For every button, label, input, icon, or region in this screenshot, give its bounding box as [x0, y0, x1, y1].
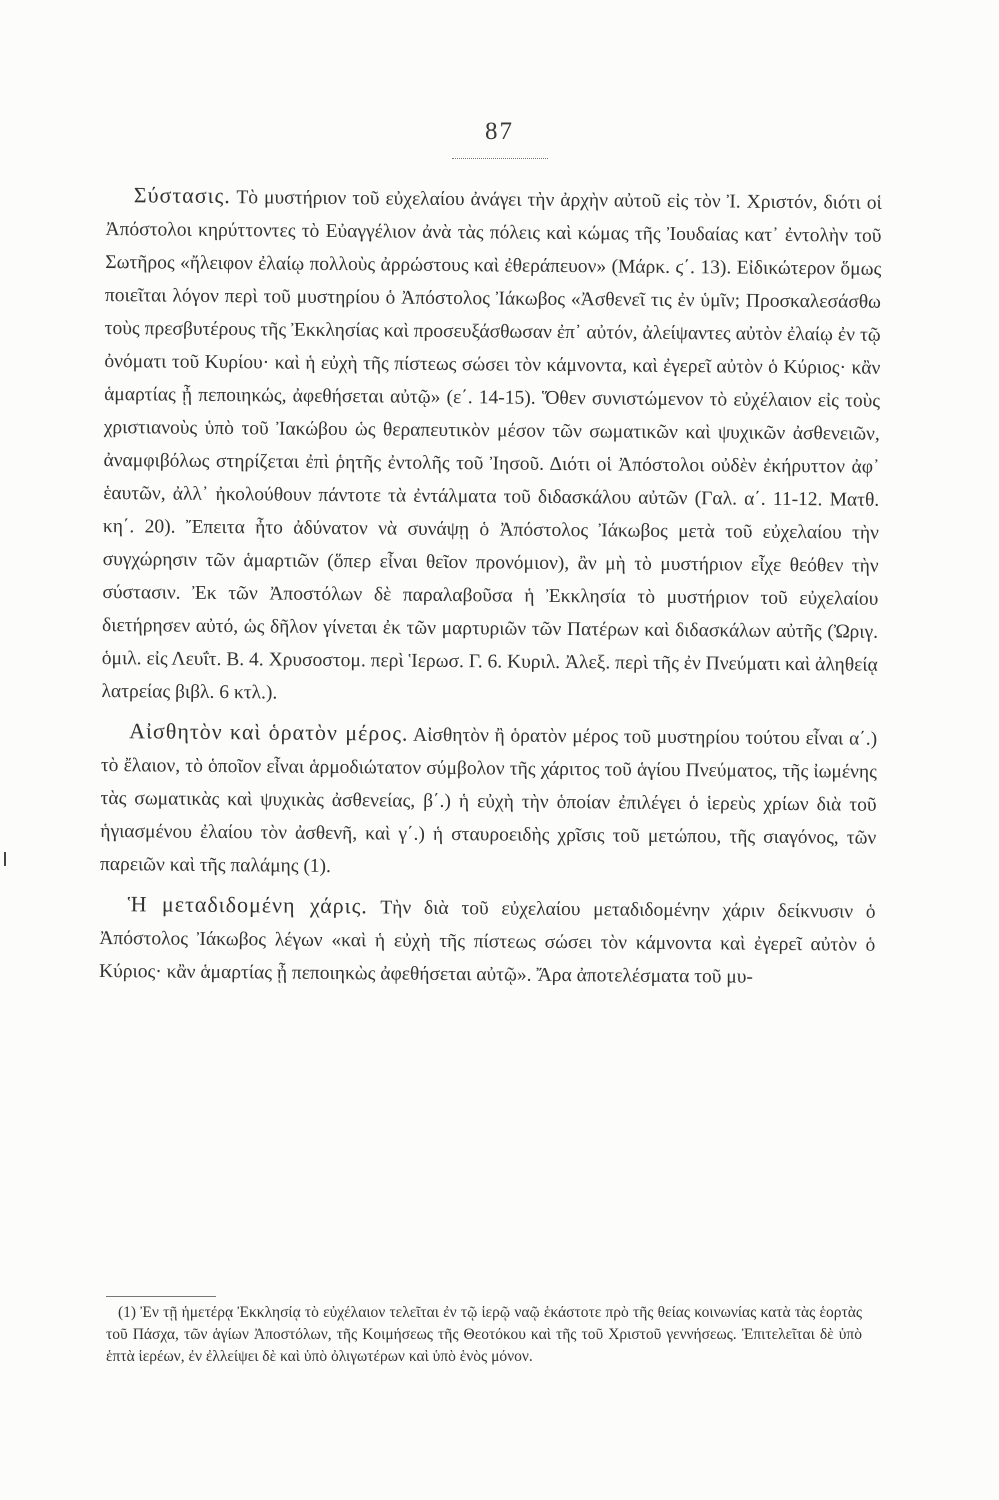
paragraph-aisthiton-meros [100, 714, 877, 888]
paragraph-metadidomeni-charis [99, 887, 876, 995]
main-text [99, 178, 882, 995]
paragraph-systasis [101, 178, 882, 715]
footnotes [106, 1302, 862, 1368]
section-heading: Ἡ μεταδιδομένη χάρις. [127, 891, 368, 919]
footnote-rule [106, 1296, 216, 1297]
footnote: (1) Ἐν τῇ ἡμετέρᾳ Ἐκκλησίᾳ τὸ εὐχέλαιον τελεῖται ἐν τῷ ἱερῷ ναῷ ἑκάστοτε πρὸ τῆς θείας κοινωνίας κατὰ τὰς ἑορτὰς τοῦ Πάσχα, τῶν ἁγίων Ἀποστόλων, τῆς Κοιμήσεως τῆς Θεοτόκου καὶ τῆς τοῦ Χριστοῦ γεννήσεως. Ἐπιτελεῖται δὲ ὑπὸ ἑπτὰ ἱερέων, ἐν ἐλλείψει δὲ καὶ ὑπὸ ὀλιγωτέρων καὶ ὑπὸ ἑνὸς μόνον. [106, 1304, 862, 1365]
header-rule [452, 158, 548, 159]
section-heading: Αἰσθητὸν καὶ ὁρατὸν μέρος. [129, 718, 409, 746]
paragraph-text: Αἰσθητὸν ἢ ὁρατὸν μέρος τοῦ μυστηρίου τούτου εἶναι α΄.) τὸ ἔλαιον, τὸ ὁποῖον εἶναι ἁρμοδιώτατον σύμβολον τῆς χάριτος τοῦ ἁγίου Πνεύματος, τῆς ἰωμένης τὰς σωματικὰς καὶ ψυχικὰς ἀσθενείας, β΄.) ἡ εὐχὴ τὴν ὁποίαν ἐπιλέγει ὁ ἱερεὺς χρίων διὰ τοῦ ἡγιασμένου ἐλαίου τὸν ἀσθενῆ, καὶ γ΄.) ἡ σταυροειδὴς χρῖσις τοῦ μετώπου, τῆς σιαγόνος, τῶν παρειῶν καὶ τῆς παλάμης (1). [99, 724, 878, 877]
paragraph-text: Τὸ μυστήριον τοῦ εὐχελαίου ἀνάγει τὴν ἀρχὴν αὐτοῦ εἰς τὸν Ἰ. Χριστόν, διότι οἱ Ἀπόστολοι κηρύττοντες τὸ Εὐαγγέλιον ἀνὰ τὰς πόλεις καὶ κώμας τῆς Ἰουδαίας κατ᾽ ἐντολὴν τοῦ Σωτῆρος «ἤλειφον ἐλαίῳ πολλοὺς ἀρρώστους καὶ ἐθεράπευον» (Μάρκ. ϛ΄. 13). Εἰδικώτερον ὅμως ποιεῖται λόγον περὶ τοῦ μυστηρίου ὁ Ἀπόστολος Ἰάκωβος «Ἀσθενεῖ τις ἐν ὑμῖν; Προσκαλεσάσθω τοὺς πρεσβυτέρους τῆς Ἐκκλησίας καὶ προσευξάσθωσαν ἐπ᾽ αὐτόν, ἀλείψαντες αὐτὸν ἐλαίῳ ἐν τῷ ὀνόματι τοῦ Κυρίου· καὶ ἡ εὐχὴ τῆς πίστεως σώσει τὸν κάμνοντα, καὶ ἐγερεῖ αὐτὸν ὁ Κύριος· κἂν ἁμαρτίας ᾖ πεποιηκώς, ἀφεθήσεται αὐτῷ» (ε΄. 14-15). Ὅθεν συνιστώμενον τὸ εὐχέλαιον εἰς τοὺς χριστιανοὺς ὑπὸ τοῦ Ἰακώβου ὡς θεραπευτικὸν μέσον τῶν σωματικῶν καὶ ψυχικῶν ἀσθενειῶν, ἀναμφιβόλως στηρίζεται ἐπὶ ῥητῆς ἐντολῆς τοῦ Ἰησοῦ. Διότι οἱ Ἀπόστολοι οὐδὲν ἐκήρυττον ἀφ᾽ ἑαυτῶν, ἀλλ᾽ ἠκολούθουν πάντοτε τὰ ἐντάλματα τοῦ διδασκάλου αὐτῶν (Γαλ. α΄. 11-12. Ματθ. κη΄. 20). Ἔπειτα ἦτο ἀδύνατον νὰ συνάψῃ ὁ Ἀπόστολος Ἰάκωβος μετὰ τοῦ εὐχελαίου τὴν συγχώρησιν τῶν ἁμαρτιῶν (ὅπερ εἶναι θεῖον προνόμιον), ἂν μὴ τὸ μυστήριον εἶχε θεόθεν τὴν σύστασιν. Ἐκ τῶν Ἀποστόλων δὲ παραλαβοῦσα ἡ Ἐκκλησία τὸ μυστήριον τοῦ εὐχελαίου διετήρησεν αὐτό, ὡς δῆλον γίνεται ἐκ τῶν μαρτυριῶν τῶν Πατέρων καὶ διδασκάλων αὐτῆς (Ὠριγ. ὁμιλ. εἰς Λευΐτ. Β. 4. Χρυσοστομ. περὶ Ἱερωσ. Γ. 6. Κυριλ. Ἀλεξ. περὶ τῆς ἐν Πνεύματι καὶ ἀληθείᾳ λατρείας βιβλ. 6 κτλ.). [101, 187, 882, 704]
page-number: 87 [485, 118, 514, 145]
margin-mark [4, 852, 6, 866]
paragraph-text: Τὴν διὰ τοῦ εὐχελαίου μεταδιδομένην χάριν δείκνυσιν ὁ Ἀπόστολος Ἰάκωβος λέγων «καὶ ἡ εὐχὴ τῆς πίστεως σώσει τὸν κάμνοντα καὶ ἐγερεῖ αὐτὸν ὁ Κύριος· κἂν ἁμαρτίας ᾖ πεποιηκὼς ἀφεθήσεται αὐτῷ». Ἄρα ἀποτελέσματα τοῦ μυ- [98, 897, 876, 988]
section-heading: Σύστασις. [133, 182, 231, 209]
